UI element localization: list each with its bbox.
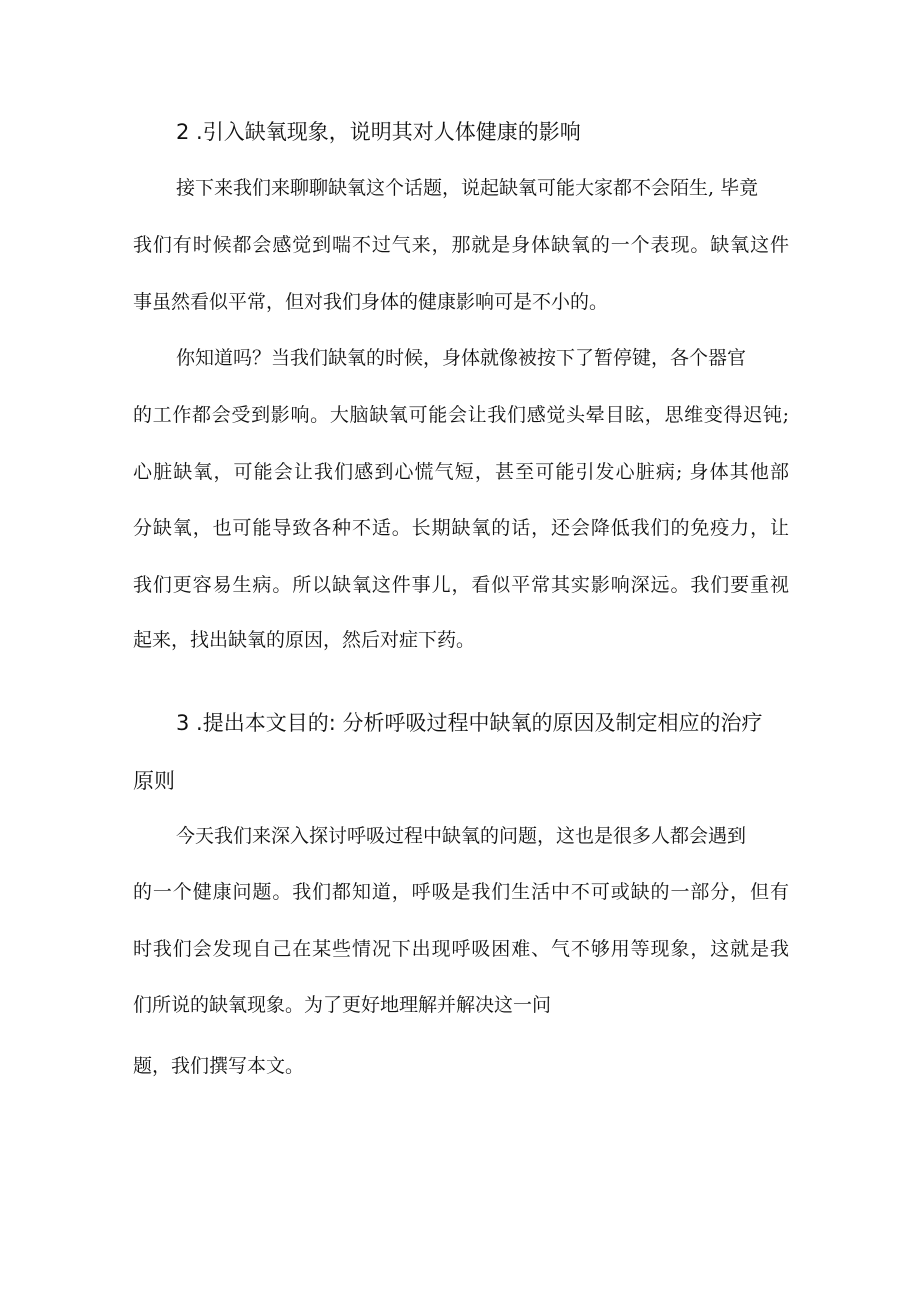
paragraph-line: 事虽然看似平常，但对我们身体的健康影响可是不小的。 [133,291,609,313]
paragraph-line: 你知道吗？当我们缺氧的时候，身体就像被按下了暂停键，各个器官 [176,347,747,369]
section-2-heading: 2 .引入缺氧现象，说明其对人体健康的影响 [176,120,581,144]
paragraph-line: 的一个健康问题。我们都知道，呼吸是我们生活中不可或缺的一部分，但有 [133,881,789,903]
paragraph-line: 今天我们来深入探讨呼吸过程中缺氧的问题，这也是很多人都会遇到 [176,825,747,847]
paragraph-line: 起来，找出缺氧的原因，然后对症下药。 [133,629,476,651]
paragraph-line: 时我们会发现自己在某些情况下出现呼吸困难、气不够用等现象，这就是我 [133,938,789,960]
paragraph-line: 心脏缺氧，可能会让我们感到心慌气短，甚至可能引发心脏病; 身体其他部 [133,461,789,483]
paragraph-line: 题，我们撰写本文。 [133,1055,305,1077]
paragraph-line: 我们有时候都会感觉到喘不过气来，那就是身体缺氧的一个表现。缺氧这件 [133,234,789,256]
paragraph-line: 接下来我们来聊聊缺氧这个话题，说起缺氧可能大家都不会陌生, 毕竟 [176,177,759,199]
section-3-heading: 3 .提出本文目的: 分析呼吸过程中缺氧的原因及制定相应的治疗 [176,711,763,735]
section-3-heading-continued: 原则 [133,769,175,793]
paragraph-line: 我们更容易生病。所以缺氧这件事儿，看似平常其实影响深远。我们要重视 [133,574,789,596]
paragraph-line: 的工作都会受到影响。大脑缺氧可能会让我们感觉头晕目眩，思维变得迟钝; [133,404,789,426]
paragraph-line: 分缺氧，也可能导致各种不适。长期缺氧的话，还会降低我们的免疫力，让 [133,517,789,539]
paragraph-line: 们所说的缺氧现象。为了更好地理解并解决这一问 [133,994,552,1016]
